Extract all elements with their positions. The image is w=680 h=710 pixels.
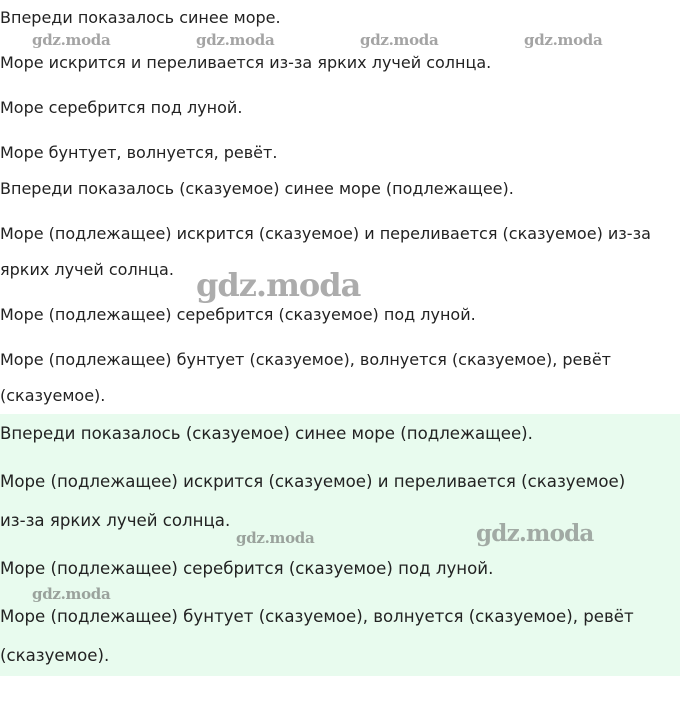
- answer-line-4: Море (подлежащее) серебрится (сказуемое) под луной.: [0, 305, 476, 324]
- answer-line-1: Впереди показалось (сказуемое) синее море (подлежащее).: [0, 179, 514, 198]
- original-sentence-1: Впереди показалось синее море.: [0, 8, 281, 27]
- answer-line-3: ярких лучей солнца.: [0, 260, 174, 279]
- watermark: gdz.moda: [360, 31, 439, 49]
- answer-line-2: Море (подлежащее) искрится (сказуемое) и переливается (сказуемое) из-за: [0, 224, 651, 243]
- highlighted-line-5: Море (подлежащее) бунтует (сказуемое), волнуется (сказуемое), ревёт: [0, 607, 634, 626]
- watermark: gdz.moda: [32, 585, 111, 603]
- answer-line-6: (сказуемое).: [0, 386, 106, 405]
- highlighted-line-2: Море (подлежащее) искрится (сказуемое) и переливается (сказуемое): [0, 472, 626, 491]
- highlighted-line-6: (сказуемое).: [0, 646, 110, 665]
- original-sentence-2: Море искрится и переливается из-за ярких лучей солнца.: [0, 53, 492, 72]
- watermark: gdz.moda: [196, 266, 361, 304]
- answer-line-5: Море (подлежащее) бунтует (сказуемое), волнуется (сказуемое), ревёт: [0, 350, 611, 369]
- highlighted-line-4: Море (подлежащее) серебрится (сказуемое) под луной.: [0, 559, 494, 578]
- watermark: gdz.moda: [476, 520, 594, 547]
- watermark: gdz.moda: [236, 529, 315, 547]
- watermark: gdz.moda: [524, 31, 603, 49]
- watermark: gdz.moda: [196, 31, 275, 49]
- watermark: gdz.moda: [32, 31, 111, 49]
- highlighted-line-3: из-за ярких лучей солнца.: [0, 511, 231, 530]
- original-sentence-3: Море серебрится под луной.: [0, 98, 243, 117]
- highlighted-line-1: Впереди показалось (сказуемое) синее море (подлежащее).: [0, 424, 533, 443]
- original-sentence-4: Море бунтует, волнуется, ревёт.: [0, 143, 278, 162]
